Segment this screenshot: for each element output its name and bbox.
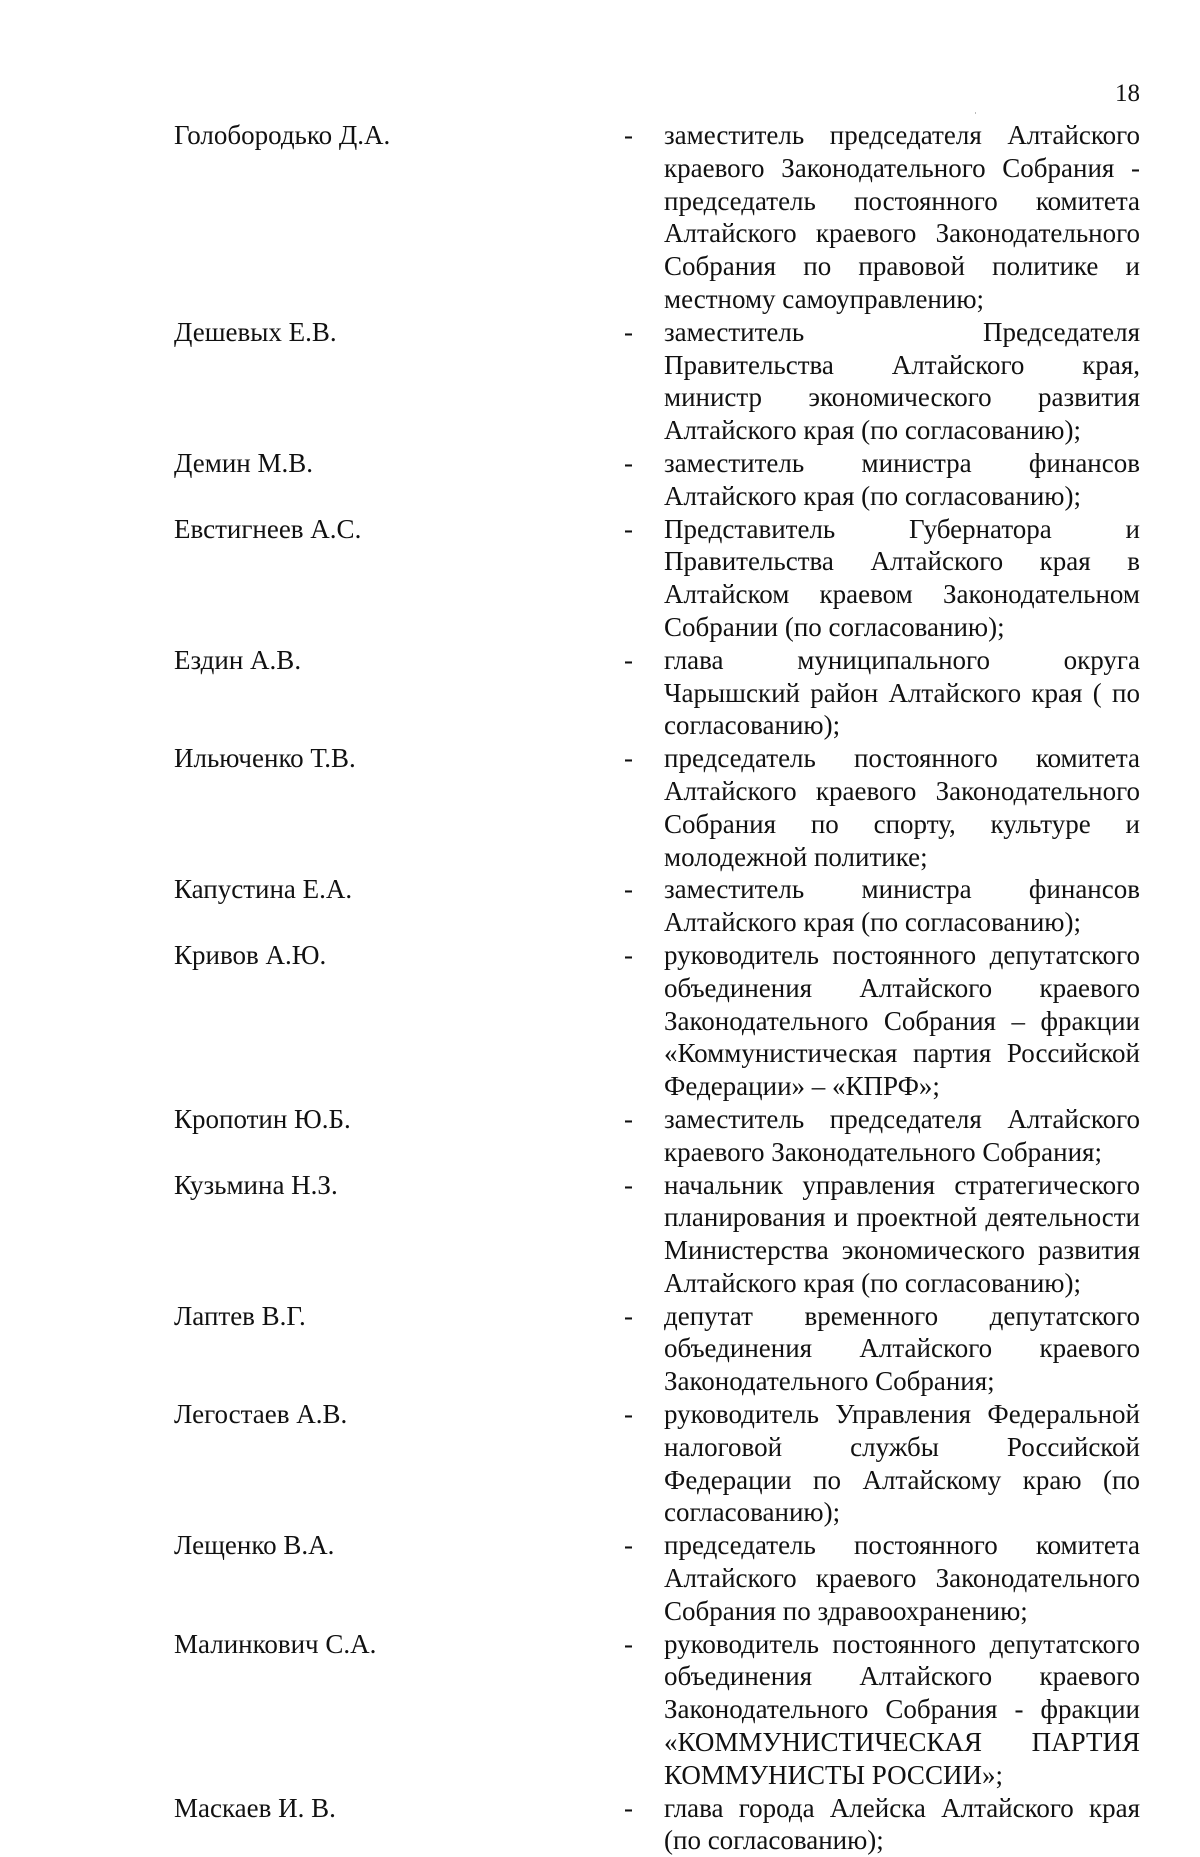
member-name: Малинкович С.А. [174,1628,377,1659]
list-item [174,742,1140,873]
separator-dash: - [624,743,633,774]
list-item [174,644,1140,742]
page-number: 18 [1115,80,1140,107]
list-item [174,1103,1140,1169]
member-role: заместитель председателя Алтайского краевого Законодательного Собрания - председатель постоянного комитета Алтайского краевого Законодательного Собрания по правовой политике и местному самоуправлению; [664,120,1140,314]
separator-dash: - [624,1399,633,1430]
member-name: Маскаев И. В. [174,1792,336,1823]
list-item [174,873,1140,939]
list-item [174,1169,1140,1300]
list-item [174,1529,1140,1627]
member-name: Капустина Е.А. [174,874,353,905]
list-item [174,513,1140,644]
member-name: Демин М.В. [174,447,313,478]
member-name: Кропотин Ю.Б. [174,1103,351,1134]
list-item [174,1300,1140,1398]
separator-dash: - [624,874,633,905]
separator-dash: - [624,316,633,347]
member-role: руководитель постоянного депутатского объединения Алтайского краевого Законодательного Собрания - фракции «КОММУНИСТИЧЕСКАЯ ПАРТИЯ КОММУНИСТЫ РОССИИ»; [664,1628,1140,1790]
list-item [174,316,1140,447]
member-role: Представитель Губернатора и Правительства Алтайского края в Алтайском краевом Законодательном Собрании (по согласованию); [664,513,1140,642]
members-list [174,119,1140,1857]
scan-artifact [975,112,976,114]
member-name: Дешевых Е.В. [174,316,337,347]
member-role: заместитель министра финансов Алтайского края (по согласованию); [664,874,1140,938]
member-name: Голобородько Д.А. [174,120,391,150]
separator-dash: - [624,1169,633,1200]
member-name: Евстигнеев А.С. [174,513,362,544]
member-name: Лаптев В.Г. [174,1300,306,1331]
list-item [174,1792,1140,1857]
member-role: начальник управления стратегического планирования и проектной деятельности Министерства экономического развития Алтайского края (по согласованию); [664,1169,1140,1298]
member-name: Лещенко В.А. [174,1530,335,1561]
member-role: заместитель председателя Алтайского краевого Законодательного Собрания; [664,1103,1140,1167]
separator-dash: - [624,1103,633,1134]
member-name: Кузьмина Н.З. [174,1169,338,1200]
member-role: депутат временного депутатского объединения Алтайского краевого Законодательного Собрания; [664,1300,1140,1397]
list-item [174,1398,1140,1529]
member-role: председатель постоянного комитета Алтайского краевого Законодательного Собрания по здравоохранению; [664,1530,1140,1626]
member-role: председатель постоянного комитета Алтайского краевого Законодательного Собрания по спорту, культуре и молодежной политике; [664,743,1140,872]
member-role: заместитель Председателя Правительства Алтайского края, министр экономического развития Алтайского края (по согласованию); [664,316,1140,446]
separator-dash: - [624,644,633,675]
member-name: Ильюченко Т.В. [174,743,356,774]
member-role: заместитель министра финансов Алтайского края (по согласованию); [664,447,1140,511]
list-item [174,939,1140,1103]
list-item [174,1628,1140,1792]
member-name: Ездин А.В. [174,644,302,675]
separator-dash: - [624,939,633,970]
separator-dash: - [624,513,633,544]
separator-dash: - [624,1300,633,1331]
separator-dash: - [624,1628,633,1659]
separator-dash: - [624,447,633,478]
separator-dash: - [624,1530,633,1561]
list-item [174,119,1140,316]
separator-dash: - [624,1792,633,1823]
member-role: руководитель постоянного депутатского объединения Алтайского краевого Законодательного Собрания – фракции «Коммунистическая партия Российской Федерации» – «КПРФ»; [664,939,1140,1102]
member-name: Легостаев А.В. [174,1399,348,1430]
member-role: глава муниципального округа Чарышский район Алтайского края ( по согласованию); [664,644,1140,741]
member-name: Кривов А.Ю. [174,939,327,970]
separator-dash: - [624,120,633,150]
member-role: руководитель Управления Федеральной налоговой службы Российской Федерации по Алтайскому краю (по согласованию); [664,1399,1140,1528]
list-item [174,447,1140,513]
member-role: глава города Алейска Алтайского края (по согласованию); [664,1792,1140,1856]
